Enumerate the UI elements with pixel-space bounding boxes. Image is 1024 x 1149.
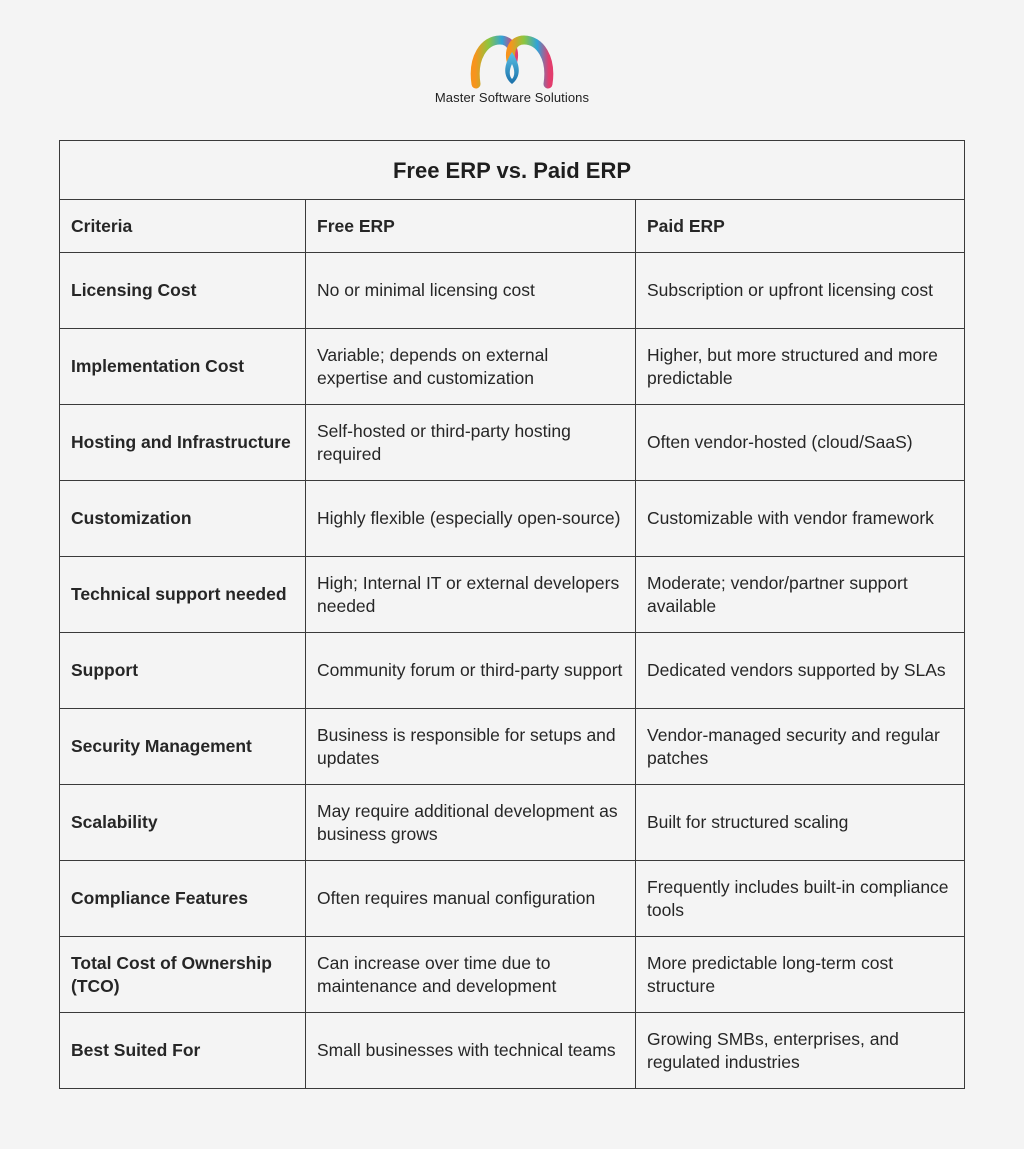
criteria-cell: Scalability [60, 785, 306, 861]
brand-header [0, 34, 1024, 105]
table-row [60, 937, 965, 1013]
criteria-cell: Technical support needed [60, 557, 306, 633]
criteria-cell: Total Cost of Ownership (TCO) [60, 937, 306, 1013]
header-free-erp: Free ERP [306, 200, 636, 253]
rainbow-loop-logo-icon [470, 34, 554, 90]
table-row [60, 329, 965, 405]
criteria-cell: Security Management [60, 709, 306, 785]
criteria-cell: Compliance Features [60, 861, 306, 937]
free-erp-cell: Community forum or third-party support [306, 633, 636, 709]
paid-erp-cell: Subscription or upfront licensing cost [636, 253, 965, 329]
table-row [60, 785, 965, 861]
free-erp-cell: Often requires manual configuration [306, 861, 636, 937]
paid-erp-cell: Growing SMBs, enterprises, and regulated industries [636, 1013, 965, 1089]
free-erp-cell: Variable; depends on external expertise and customization [306, 329, 636, 405]
criteria-cell: Best Suited For [60, 1013, 306, 1089]
table-row [60, 557, 965, 633]
criteria-cell: Licensing Cost [60, 253, 306, 329]
table-row [60, 1013, 965, 1089]
paid-erp-cell: Frequently includes built-in compliance tools [636, 861, 965, 937]
free-erp-cell: Self-hosted or third-party hosting required [306, 405, 636, 481]
comparison-table-container [59, 140, 964, 1089]
table-row [60, 253, 965, 329]
free-erp-cell: May require additional development as business grows [306, 785, 636, 861]
paid-erp-cell: Higher, but more structured and more predictable [636, 329, 965, 405]
criteria-cell: Customization [60, 481, 306, 557]
comparison-table [59, 140, 965, 1089]
free-erp-cell: Can increase over time due to maintenance and development [306, 937, 636, 1013]
paid-erp-cell: Built for structured scaling [636, 785, 965, 861]
paid-erp-cell: Moderate; vendor/partner support available [636, 557, 965, 633]
paid-erp-cell: Vendor-managed security and regular patches [636, 709, 965, 785]
paid-erp-cell: More predictable long-term cost structure [636, 937, 965, 1013]
table-title: Free ERP vs. Paid ERP [60, 141, 965, 200]
table-row [60, 633, 965, 709]
table-row [60, 481, 965, 557]
criteria-cell: Hosting and Infrastructure [60, 405, 306, 481]
table-row [60, 405, 965, 481]
free-erp-cell: No or minimal licensing cost [306, 253, 636, 329]
table-title-row [60, 141, 965, 200]
brand-name: Master Software Solutions [434, 90, 590, 105]
criteria-cell: Implementation Cost [60, 329, 306, 405]
header-paid-erp: Paid ERP [636, 200, 965, 253]
paid-erp-cell: Customizable with vendor framework [636, 481, 965, 557]
free-erp-cell: Business is responsible for setups and updates [306, 709, 636, 785]
free-erp-cell: Highly flexible (especially open-source) [306, 481, 636, 557]
paid-erp-cell: Dedicated vendors supported by SLAs [636, 633, 965, 709]
paid-erp-cell: Often vendor-hosted (cloud/SaaS) [636, 405, 965, 481]
header-criteria: Criteria [60, 200, 306, 253]
criteria-cell: Support [60, 633, 306, 709]
table-row [60, 709, 965, 785]
free-erp-cell: Small businesses with technical teams [306, 1013, 636, 1089]
table-header-row [60, 200, 965, 253]
free-erp-cell: High; Internal IT or external developers needed [306, 557, 636, 633]
table-row [60, 861, 965, 937]
